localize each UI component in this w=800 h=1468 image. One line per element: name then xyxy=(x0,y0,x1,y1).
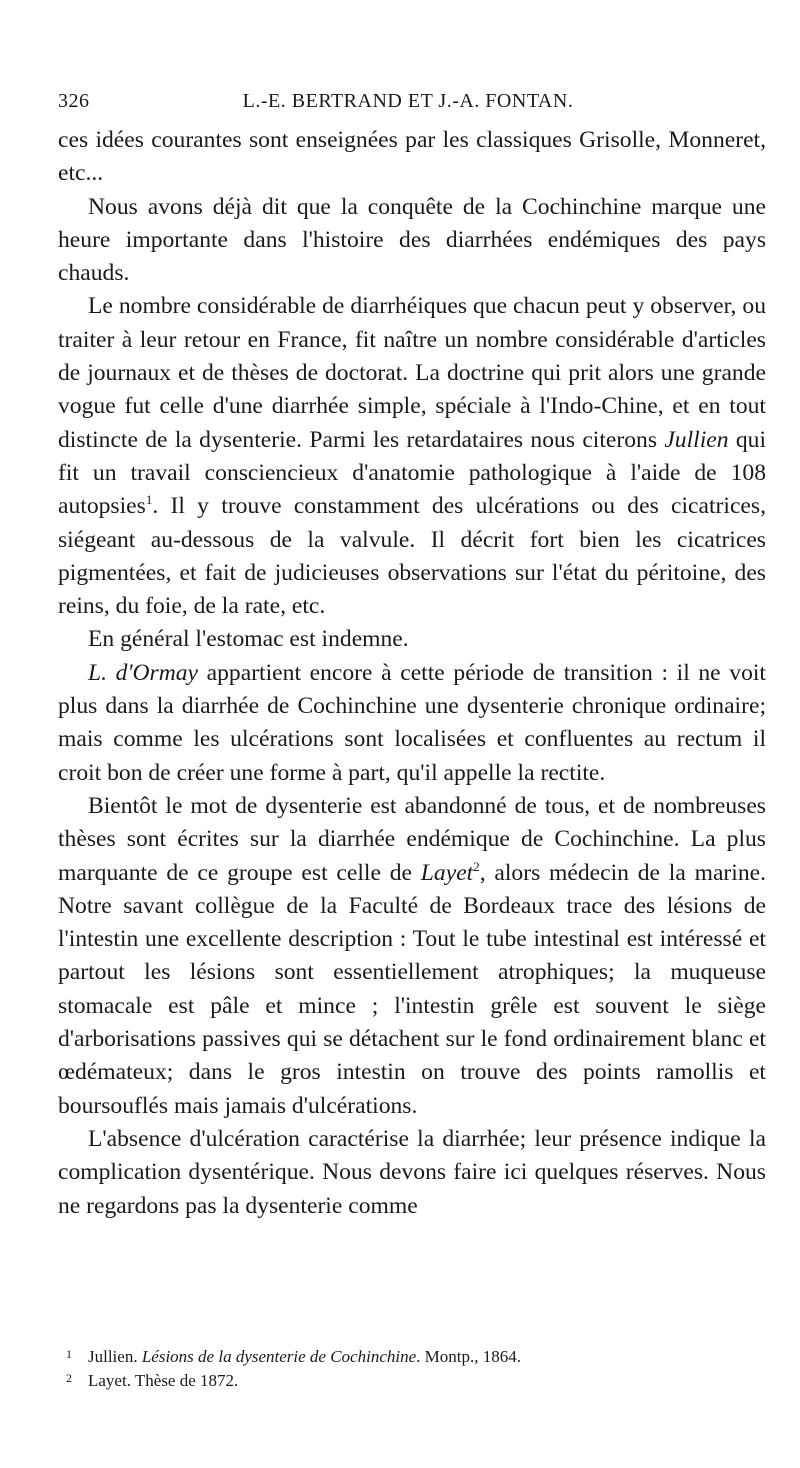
page-header xyxy=(58,90,758,126)
footnotes xyxy=(58,1345,766,1393)
page-number: 326 xyxy=(58,90,90,112)
italic-text: Layet xyxy=(420,859,474,886)
paragraph xyxy=(58,623,766,656)
text-run: Layet. Thèse de 1872. xyxy=(88,1371,239,1390)
italic-text: L. d'Ormay xyxy=(88,659,199,686)
text-run: qui fit un travail consciencieux d'anatomie pathologique à l'aide de 108 autopsies xyxy=(58,426,766,520)
text-run: ces idées courantes sont enseignées par les classiques Grisolle, Monneret, etc... xyxy=(58,127,766,187)
paragraph xyxy=(58,790,766,1123)
italic-text: Lésions de la dysenterie de Cochinchine xyxy=(141,1347,417,1366)
footnote-mark: 2 xyxy=(66,1371,72,1385)
paragraph xyxy=(58,124,766,191)
text-run: . Il y trouve constamment des ulcérations ou des cicatrices, siégeant au-dessous de la valvule. Il décrit fort bien les cicatrices pigmentées, et fait de judicieuses observations sur l'état du péritoine, des reins, du foie, de la rate, etc. xyxy=(58,493,766,620)
paragraph xyxy=(58,191,766,291)
footnote-reference: 1 xyxy=(145,492,153,508)
italic-text: Jullien xyxy=(664,426,729,453)
body-text xyxy=(58,124,766,1223)
paragraph xyxy=(58,657,766,790)
text-run: Jullien. xyxy=(88,1347,142,1366)
text-run: Nous avons déjà dit que la conquête de la Cochinchine marque une heure importante dans l'histoire des diarrhées endémiques des pays chauds. xyxy=(58,193,766,287)
footnote xyxy=(58,1369,766,1393)
text-run: L'absence d'ulcération caractérise la diarrhée; leur présence indique la complication dysentérique. Nous devons faire ici quelques réserves. Nous ne regardons pas la dysenterie comme xyxy=(58,1125,766,1219)
paragraph xyxy=(58,1123,766,1223)
text-run: , alors médecin de la marine. Notre savant collègue de la Faculté de Bordeaux trace des lésions de l'intestin une excellente description : Tout le tube intestinal est intéressé et partout les lésions sont essentiellement atrophiques; la muqueuse stomacale est pâle et mince ; l'intestin grêle est souvent le siège d'arborisations passives qui se détachent sur le fond ordinairement blanc et œdémateux; dans le gros intestin on trouve des points ramollis et boursouflés mais jamais d'ulcérations. xyxy=(58,859,767,1119)
footnote-reference: 2 xyxy=(473,858,480,874)
running-head: L.-E. BERTRAND ET J.-A. FONTAN. xyxy=(242,90,574,112)
text-run: appartient encore à cette période de transition : il ne voit plus dans la diarrhée de Cochinchine une dysenterie chronique ordinaire; mais comme les ulcérations sont localisées et confluentes au rectum il croit bon de créer une forme à part, qu'il appelle la rectite. xyxy=(58,659,766,786)
footnote-mark: 1 xyxy=(66,1347,72,1361)
paragraph xyxy=(58,290,766,623)
text-run: En général l'estomac est indemne. xyxy=(88,626,409,653)
text-run: . Montp., 1864. xyxy=(416,1347,521,1366)
footnote xyxy=(58,1345,766,1369)
text-run: Le nombre considérable de diarrhéiques que chacun peut y observer, ou traiter à leur retour en France, fit naître un nombre considérable d'articles de journaux et de thèses de doctorat. La doctrine qui prit alors une grande vogue fut celle d'une diarrhée simple, spéciale à l'Indo-Chine, et en tout distincte de la dysenterie. Parmi les retardataires nous citerons xyxy=(58,293,766,453)
text-run: Bientôt le mot de dysenterie est abandonné de tous, et de nombreuses thèses sont écrites sur la diarrhée endémique de Cochinchine. La plus marquante de ce groupe est celle de xyxy=(58,792,766,886)
